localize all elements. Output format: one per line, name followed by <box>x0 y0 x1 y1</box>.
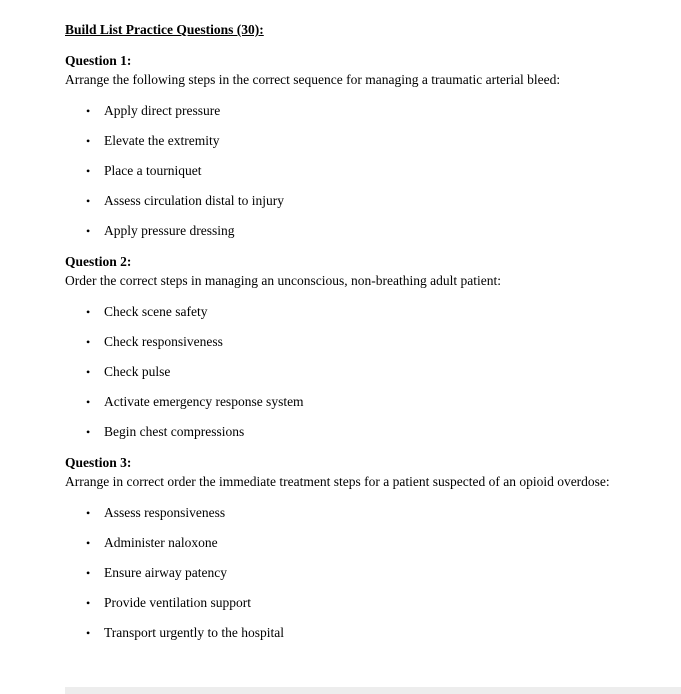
list-item-text: Ensure airway patency <box>104 565 227 580</box>
bottom-edge-bar <box>65 687 681 694</box>
question-block-2 <box>65 253 631 441</box>
list-item <box>65 223 631 240</box>
list-item-text: Assess circulation distal to injury <box>104 193 284 208</box>
bullet-icon: • <box>86 134 91 148</box>
list-item-text: Administer naloxone <box>104 535 218 550</box>
bullet-icon: • <box>86 626 91 640</box>
list-item-text: Place a tourniquet <box>104 163 202 178</box>
bullet-icon: • <box>86 305 91 319</box>
bullet-icon: • <box>86 164 91 178</box>
list-item <box>65 193 631 210</box>
question-options-list <box>65 304 631 441</box>
list-item <box>65 595 631 612</box>
list-item <box>65 163 631 180</box>
list-item-text: Provide ventilation support <box>104 595 251 610</box>
question-block-3 <box>65 454 631 642</box>
question-prompt: Order the correct steps in managing an unconscious, non-breathing adult patient: <box>65 273 501 288</box>
bullet-icon: • <box>86 224 91 238</box>
question-prompt: Arrange the following steps in the correct sequence for managing a traumatic arterial bleed: <box>65 72 561 87</box>
question-label: Question 1: <box>65 53 132 68</box>
list-item-text: Check responsiveness <box>104 334 223 349</box>
bullet-icon: • <box>86 395 91 409</box>
question-label: Question 2: <box>65 254 132 269</box>
question-options-list <box>65 505 631 642</box>
bullet-icon: • <box>86 365 91 379</box>
list-item <box>65 565 631 582</box>
list-item-text: Transport urgently to the hospital <box>104 625 284 640</box>
list-item-text: Assess responsiveness <box>104 505 226 520</box>
bullet-icon: • <box>86 104 91 118</box>
document-title: Build List Practice Questions (30): <box>65 22 264 37</box>
list-item-text: Activate emergency response system <box>104 394 304 409</box>
list-item <box>65 133 631 150</box>
list-item-text: Apply pressure dressing <box>104 223 235 238</box>
list-item <box>65 364 631 381</box>
list-item <box>65 334 631 351</box>
list-item-text: Apply direct pressure <box>104 103 221 118</box>
bullet-icon: • <box>86 536 91 550</box>
bullet-icon: • <box>86 596 91 610</box>
list-item <box>65 625 631 642</box>
question-options-list <box>65 103 631 240</box>
list-item <box>65 535 631 552</box>
list-item-text: Elevate the extremity <box>104 133 220 148</box>
question-label: Question 3: <box>65 455 132 470</box>
bullet-icon: • <box>86 506 91 520</box>
list-item <box>65 424 631 441</box>
list-item <box>65 103 631 120</box>
list-item-text: Begin chest compressions <box>104 424 245 439</box>
bullet-icon: • <box>86 335 91 349</box>
bullet-icon: • <box>86 425 91 439</box>
list-item-text: Check scene safety <box>104 304 208 319</box>
bullet-icon: • <box>86 566 91 580</box>
question-prompt: Arrange in correct order the immediate treatment steps for a patient suspected of an opioid overdose: <box>65 474 610 489</box>
bullet-icon: • <box>86 194 91 208</box>
list-item <box>65 505 631 522</box>
question-block-1 <box>65 52 631 240</box>
list-item <box>65 394 631 411</box>
list-item-text: Check pulse <box>104 364 171 379</box>
list-item <box>65 304 631 321</box>
